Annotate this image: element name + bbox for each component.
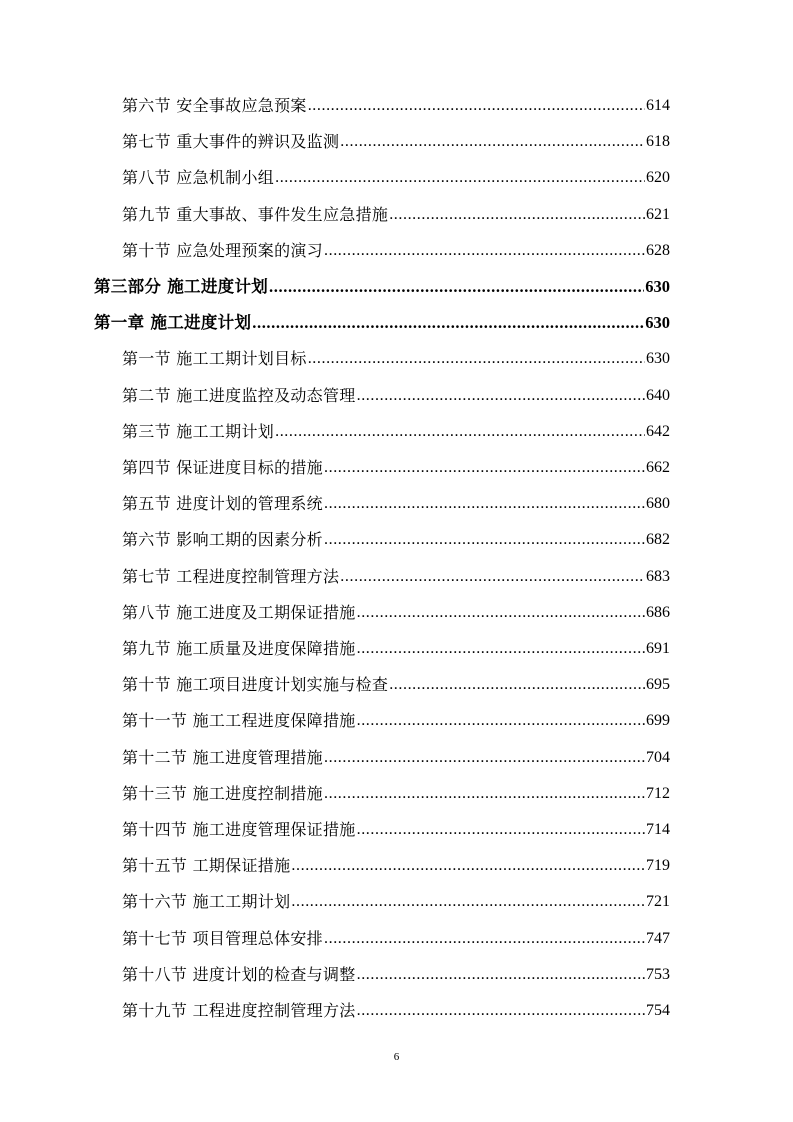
toc-leader-dots	[357, 386, 645, 406]
toc-entry-title: 第十一节 施工工程进度保障措施	[122, 711, 356, 731]
toc-section-entry[interactable]	[122, 197, 670, 225]
toc-leader-dots	[291, 856, 645, 876]
toc-entry-page: 683	[646, 567, 670, 585]
toc-section-entry[interactable]	[122, 957, 670, 985]
toc-section-entry[interactable]	[122, 522, 670, 550]
toc-section-entry[interactable]	[122, 486, 670, 514]
toc-entry-page: 680	[646, 495, 670, 513]
toc-entry-title: 第十节 施工项目进度计划实施与检查	[122, 675, 389, 695]
toc-leader-dots	[324, 530, 645, 550]
toc-entry-page: 712	[646, 784, 670, 802]
toc-entry-page: 630	[645, 313, 670, 333]
toc-entry-page: 640	[646, 386, 670, 404]
toc-section-entry[interactable]	[122, 559, 670, 587]
toc-section-entry[interactable]	[122, 740, 670, 768]
toc-leader-dots	[357, 965, 645, 985]
toc-leader-dots	[340, 567, 645, 587]
toc-section-entry[interactable]	[122, 884, 670, 912]
toc-leader-dots	[324, 929, 645, 949]
toc-entry-page: 662	[646, 459, 670, 476]
toc-entry-title: 第三部分 施工进度计划	[94, 277, 269, 296]
toc-leader-dots	[308, 349, 645, 369]
toc-leader-dots	[275, 168, 645, 188]
toc-section-entry[interactable]	[122, 88, 670, 116]
toc-entry-page: 721	[646, 893, 670, 911]
toc-leader-dots	[324, 784, 645, 804]
toc-section-entry[interactable]	[122, 848, 670, 876]
toc-leader-dots	[357, 639, 645, 659]
toc-entry-title: 第四节 保证进度目标的措施	[122, 458, 323, 477]
toc-entry-page: 714	[646, 821, 670, 838]
toc-entry-title: 第六节 影响工期的因素分析	[122, 530, 323, 550]
toc-entry-title: 第十八节 进度计划的检查与调整	[122, 964, 356, 984]
toc-leader-dots	[357, 711, 645, 731]
toc-leader-dots	[324, 748, 645, 768]
toc-entry-title: 第五节 进度计划的管理系统	[122, 494, 323, 514]
page-number: 6	[393, 1051, 400, 1063]
toc-leader-dots	[389, 675, 645, 695]
toc-entry-page: 682	[646, 531, 670, 549]
toc-entry-page: 621	[646, 205, 670, 223]
toc-entry-title: 第六节 安全事故应急预案	[122, 96, 307, 115]
toc-entry-title: 第十五节 工期保证措施	[122, 856, 291, 876]
toc-entry-page: 686	[646, 603, 670, 621]
toc-section-entry[interactable]	[122, 993, 670, 1021]
toc-leader-dots	[357, 1001, 645, 1021]
toc-heading-entry[interactable]	[94, 269, 670, 297]
toc-entry-title: 第十四节 施工进度管理保证措施	[122, 820, 356, 839]
toc-entry-title: 第七节 工程进度控制管理方法	[122, 566, 340, 586]
toc-entry-page: 642	[646, 422, 670, 440]
toc-entry-title: 第二节 施工进度监控及动态管理	[122, 385, 356, 405]
toc-section-entry[interactable]	[122, 414, 670, 442]
toc-entry-title: 第一章 施工进度计划	[94, 313, 252, 333]
toc-entry-page: 630	[645, 277, 670, 296]
toc-section-entry[interactable]	[122, 631, 670, 659]
toc-entry-page: 719	[646, 857, 670, 875]
toc-section-entry[interactable]	[122, 776, 670, 804]
toc-leader-dots	[357, 603, 645, 623]
toc-entry-title: 第十七节 项目管理总体安排	[122, 928, 323, 948]
toc-entry-title: 第九节 施工质量及进度保障措施	[122, 639, 356, 658]
toc-section-entry[interactable]	[122, 450, 670, 478]
toc-leader-dots	[324, 458, 645, 478]
toc-leader-dots	[324, 494, 645, 514]
toc-section-entry[interactable]	[122, 812, 670, 840]
toc-leader-dots	[291, 892, 645, 912]
toc-entry-page: 628	[646, 241, 670, 259]
toc-section-entry[interactable]	[122, 233, 670, 261]
toc-entry-title: 第三节 施工工期计划	[122, 421, 275, 441]
toc-entry-title: 第一节 施工工期计划目标	[122, 349, 307, 369]
toc-entry-title: 第七节 重大事件的辨识及监测	[122, 132, 340, 152]
toc-section-entry[interactable]	[122, 341, 670, 369]
toc-section-entry[interactable]	[122, 378, 670, 406]
toc-leader-dots	[389, 205, 645, 225]
toc-heading-entry[interactable]	[94, 305, 670, 333]
toc-leader-dots	[252, 313, 644, 333]
toc-entry-page: 630	[646, 350, 670, 368]
toc-section-entry[interactable]	[122, 595, 670, 623]
toc-entry-title: 第八节 应急机制小组	[122, 168, 275, 188]
toc-section-entry[interactable]	[122, 124, 670, 152]
toc-entry-title: 第十二节 施工进度管理措施	[122, 747, 323, 767]
toc-entry-page: 753	[646, 965, 670, 983]
toc-entry-title: 第九节 重大事故、事件发生应急措施	[122, 204, 389, 224]
toc-leader-dots	[357, 820, 645, 840]
toc-entry-page: 620	[646, 169, 670, 187]
toc-section-entry[interactable]	[122, 667, 670, 695]
toc-entry-page: 699	[646, 712, 670, 730]
toc-leader-dots	[269, 277, 644, 297]
toc-entry-page: 754	[646, 1002, 670, 1019]
toc-entry-page: 695	[646, 676, 670, 694]
toc-entry-title: 第八节 施工进度及工期保证措施	[122, 602, 356, 622]
toc-section-entry[interactable]	[122, 921, 670, 949]
toc-entry-page: 691	[646, 640, 670, 657]
toc-entry-page: 704	[646, 748, 670, 766]
toc-entry-title: 第十六节 施工工期计划	[122, 892, 291, 912]
toc-leader-dots	[340, 132, 645, 152]
toc-section-entry[interactable]	[122, 703, 670, 731]
toc-leader-dots	[308, 96, 645, 116]
toc-leader-dots	[275, 422, 645, 442]
toc-section-entry[interactable]	[122, 160, 670, 188]
toc-entry-page: 614	[646, 97, 670, 114]
toc-entry-title: 第十九节 工程进度控制管理方法	[122, 1001, 356, 1020]
toc-entry-title: 第十节 应急处理预案的演习	[122, 240, 323, 260]
toc-leader-dots	[324, 241, 645, 261]
toc-entry-page: 618	[646, 133, 670, 151]
toc-entry-title: 第十三节 施工进度控制措施	[122, 783, 323, 803]
toc-entry-page: 747	[646, 929, 670, 947]
